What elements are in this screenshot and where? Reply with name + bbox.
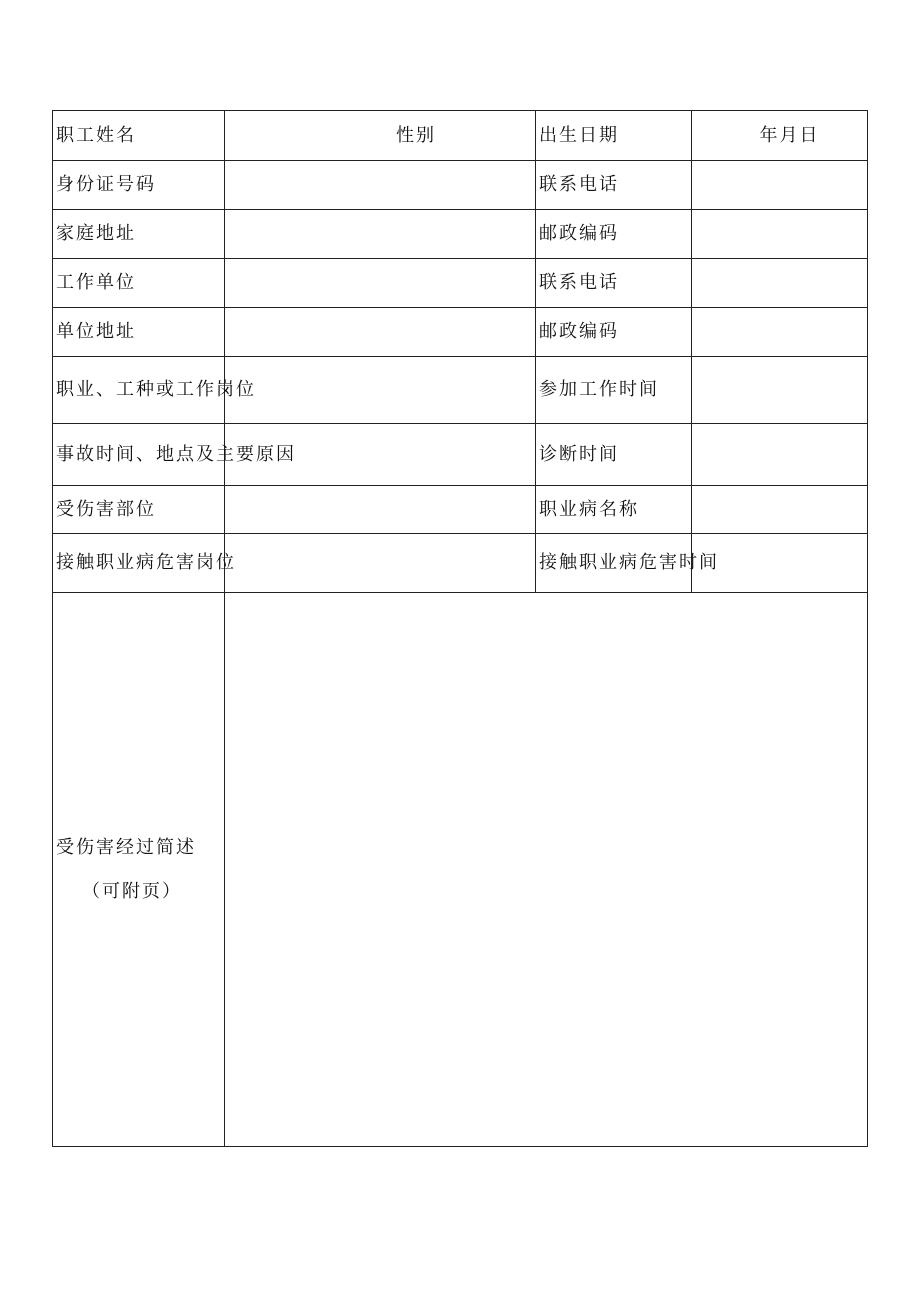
description-label-cell: [53, 593, 225, 1147]
diagnosis-time-value-cell[interactable]: [692, 424, 868, 486]
work-start-value-cell[interactable]: [692, 357, 868, 424]
row-employer: [53, 259, 868, 308]
disease-name-value-cell[interactable]: [692, 486, 868, 534]
home-address-value-cell[interactable]: [225, 210, 536, 259]
row-description: [53, 593, 868, 1147]
description-note: （可附页）: [82, 880, 182, 902]
employer-value-cell[interactable]: [225, 259, 536, 308]
hazard-post-value-cell[interactable]: [225, 534, 536, 593]
accident-label: 事故时间、地点及主要原因: [53, 424, 225, 486]
injured-part-label: 受伤害部位: [53, 486, 225, 534]
hazard-post-label: 接触职业病危害岗位: [53, 534, 225, 593]
disease-name-label: 职业病名称: [536, 486, 692, 534]
birth-label: 出生日期: [536, 111, 692, 161]
hazard-time-label: 接触职业病危害时间: [536, 534, 692, 593]
row-injury: [53, 486, 868, 534]
description-label: 受伤害经过简述: [56, 836, 196, 858]
id-label: 身份证号码: [53, 161, 225, 210]
postcode-value-cell-1[interactable]: [692, 210, 868, 259]
postcode-label-2: 邮政编码: [536, 308, 692, 357]
row-employer-address: [53, 308, 868, 357]
row-id: [53, 161, 868, 210]
postcode-label-1: 邮政编码: [536, 210, 692, 259]
phone-label-1: 联系电话: [536, 161, 692, 210]
employer-label: 工作单位: [53, 259, 225, 308]
row-home-address: [53, 210, 868, 259]
gender-label: 性别: [396, 124, 436, 146]
row-occupation: [53, 357, 868, 424]
row-accident: [53, 424, 868, 486]
postcode-value-cell-2[interactable]: [692, 308, 868, 357]
injury-form-table: [52, 110, 868, 1147]
injured-part-value-cell[interactable]: [225, 486, 536, 534]
phone-value-cell-2[interactable]: [692, 259, 868, 308]
row-hazard: [53, 534, 868, 593]
occupation-label: 职业、工种或工作岗位: [53, 357, 225, 424]
description-value-cell[interactable]: [225, 593, 868, 1147]
birth-date-format: 年月日: [759, 124, 820, 146]
employer-address-label: 单位地址: [53, 308, 225, 357]
occupation-value-cell[interactable]: [225, 357, 536, 424]
phone-label-2: 联系电话: [536, 259, 692, 308]
id-value-cell[interactable]: [225, 161, 536, 210]
home-address-label: 家庭地址: [53, 210, 225, 259]
phone-value-cell-1[interactable]: [692, 161, 868, 210]
row-name: [53, 111, 868, 161]
name-label: 职工姓名: [53, 111, 225, 161]
work-start-label: 参加工作时间: [536, 357, 692, 424]
birth-date-cell[interactable]: [692, 111, 868, 161]
diagnosis-time-label: 诊断时间: [536, 424, 692, 486]
name-gender-cell[interactable]: [225, 111, 536, 161]
employer-address-value-cell[interactable]: [225, 308, 536, 357]
